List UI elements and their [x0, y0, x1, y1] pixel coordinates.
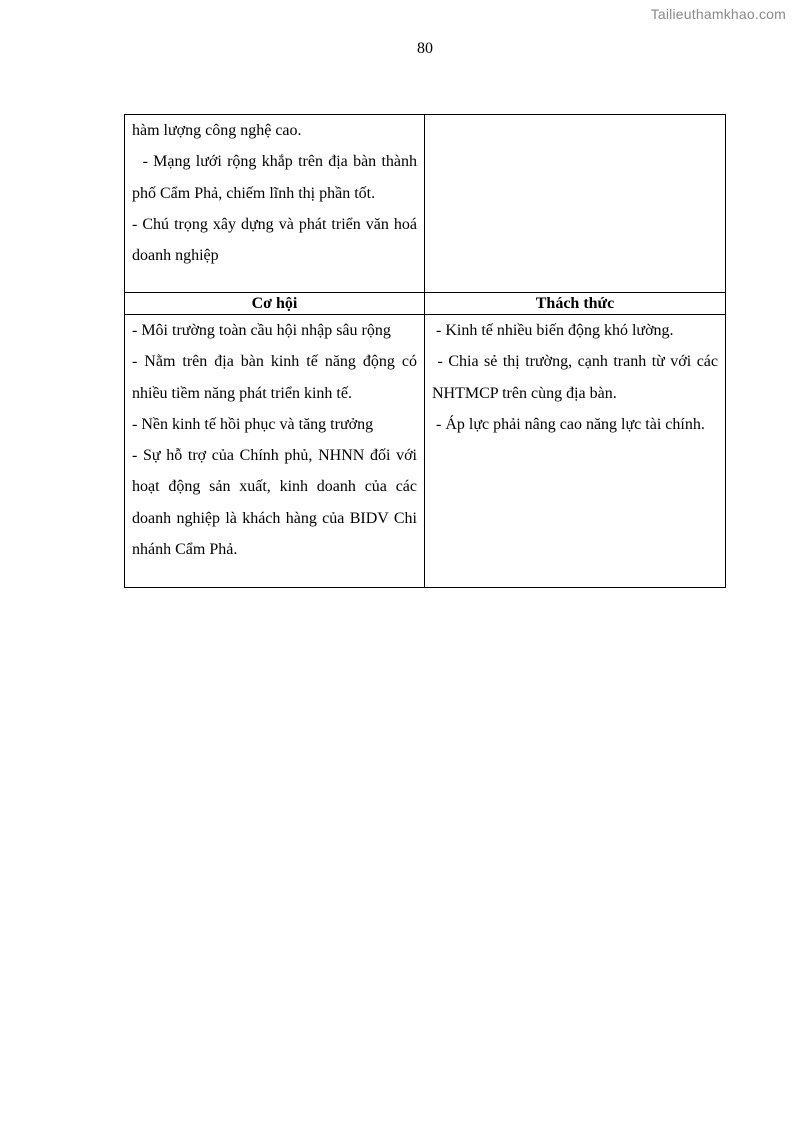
opportunity-item: - Sự hỗ trợ của Chính phủ, NHNN đối với hoạt động sản xuất, kinh doanh của các doanh nghiệp là khách hàng của BIDV Chi nhánh Cẩm Phả. [132, 447, 417, 559]
opportunities-cell [125, 315, 425, 588]
opportunity-item: - Nằm trên địa bàn kinh tế năng động có nhiều tiềm năng phát triển kinh tế. [132, 353, 417, 402]
header-row [125, 293, 726, 315]
strength-line: - Chú trọng xây dựng và phát triển văn hoá doanh nghiệp [132, 215, 417, 265]
strength-line: - Mạng lưới rộng khắp trên địa bàn thành phố Cẩm Phả, chiếm lĩnh thị phần tốt. [132, 153, 421, 202]
strength-line: hàm lượng công nghệ cao. [132, 122, 302, 139]
threat-item: - Kinh tế nhiều biến động khó lường. [432, 322, 674, 339]
strengths-cell [125, 115, 425, 293]
opportunity-item: - Nền kinh tế hồi phục và tăng trưởng [132, 415, 374, 433]
threats-cell [425, 315, 726, 588]
strengths-continuation-row [125, 115, 726, 293]
swot-table [124, 114, 726, 588]
watermark-text: Tailieuthamkhao.com [650, 6, 786, 22]
threat-item: - Chia sẻ thị trường, cạnh tranh từ với các NHTMCP trên cùng địa bàn. [432, 353, 723, 402]
page-number: 80 [417, 40, 433, 57]
weaknesses-cell [425, 115, 726, 293]
threats-header: Thách thức [425, 293, 726, 315]
threat-item: - Áp lực phải nâng cao năng lực tài chính. [432, 415, 705, 433]
opportunities-threats-row [125, 315, 726, 588]
opportunities-header: Cơ hội [125, 293, 425, 315]
opportunity-item: - Môi trường toàn cầu hội nhập sâu rộng [132, 322, 391, 339]
